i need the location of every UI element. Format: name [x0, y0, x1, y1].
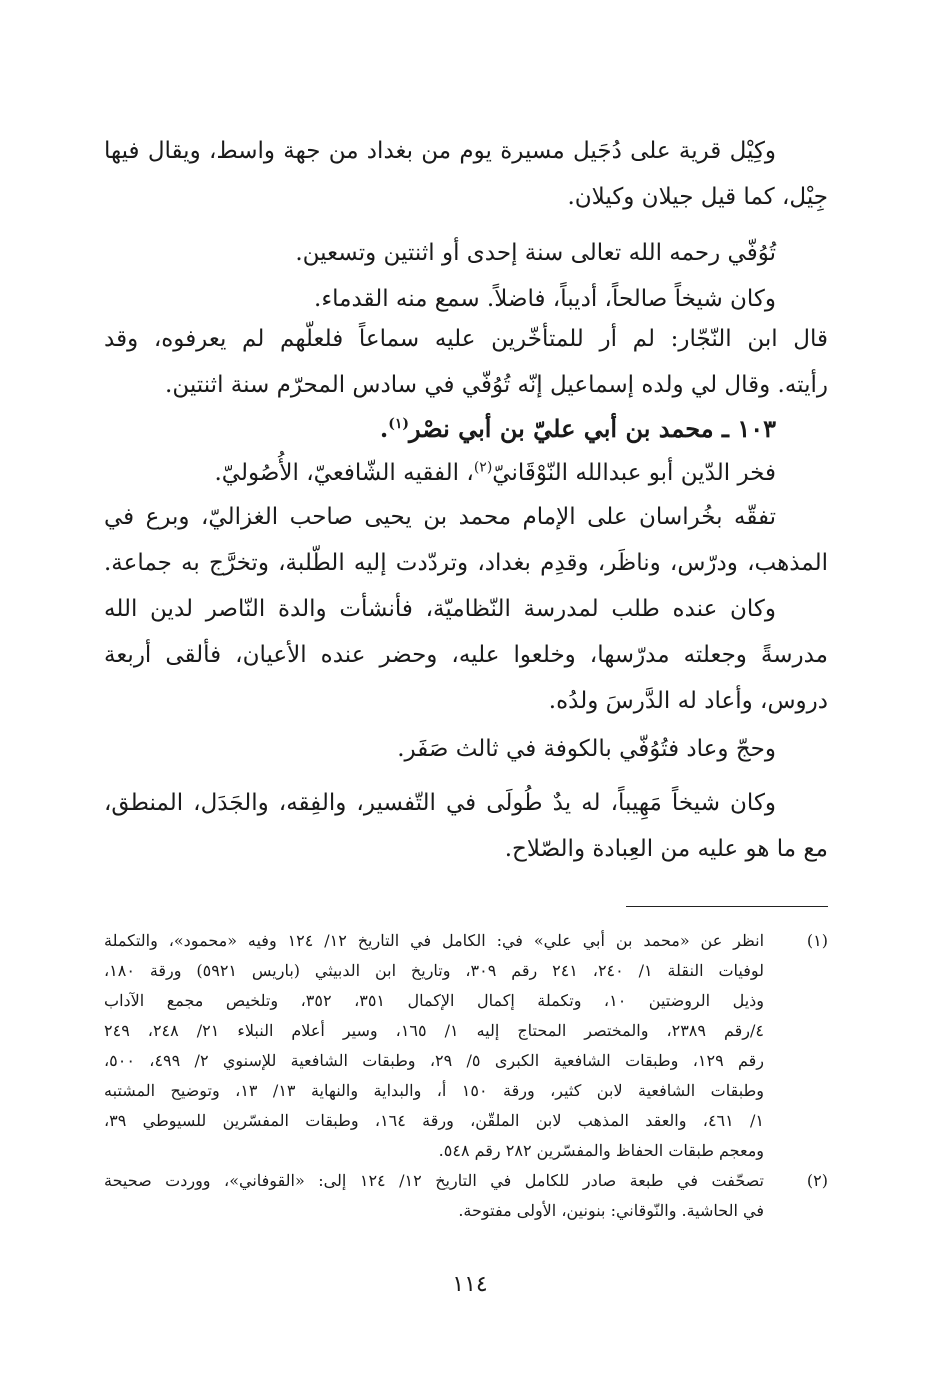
paragraph-death: [104, 230, 828, 322]
page-number: ١١٤: [452, 1272, 488, 1297]
paragraph-character: [104, 780, 828, 872]
entry-name-line: [104, 450, 828, 496]
text-line: وكان عنده طلب لمدرسة النّظاميّة، فأنشأت والدة النّاصر لدين الله: [104, 596, 776, 622]
footnote-separator: [626, 906, 828, 907]
paragraph-nizamiyya: [104, 586, 828, 724]
text-line: المذهب، ودرّس، وناظَر، وقدِم بغداد، وتردّدت إليه الطّلبة، وتخرَّج به جماعة.: [104, 550, 828, 576]
footnote-line: انظر عن «محمد بن أبي علي» في: الكامل في التاريخ ١٢/ ١٢٤ وفيه «محمود»، والتكملة: [104, 931, 764, 950]
entry-title: [104, 406, 828, 452]
footnote-line: ١/ ٤٦١، والعقد المذهب لابن الملقّن، ورقة ١٦٤، وطبقات المفسّرين للسيوطي ٣٩،: [104, 1111, 764, 1130]
footnote-line: في الحاشية. والنّوقاني: بنونين، الأولى مفتوحة.: [458, 1201, 764, 1220]
text-line: وكان شيخاً صالحاً، أديباً، فاضلاً. سمع منه القدماء.: [314, 286, 776, 312]
paragraph-study: [104, 494, 828, 586]
text-line: تفقّه بخُراسان على الإمام محمد بن يحيى صاحب الغزاليّ، وبرع في: [104, 504, 776, 530]
footnote-line: تصحّفت في طبعة صادر للكامل في التاريخ ١٢/ ١٢٤ إلى: «القوفاني»، ووردت صحيحة: [104, 1171, 764, 1190]
text-line: مدرسةً وجعلته مدرّسها، وخلعوا عليه، وحضر عنده الأعيان، فألقى أربعة: [104, 642, 828, 668]
footnote-line: وطبقات الشافعية لابن كثير، ورقة ١٥٠ أ، والبداية والنهاية ١٣/ ١٣، وتوضيح المشتبه: [104, 1081, 764, 1100]
footnote-line: ٤/رقم ٢٣٨٩، والمختصر المحتاج إليه ١/ ١٦٥، وسير أعلام النبلاء ٢١/ ٢٤٨، ٢٤٩: [104, 1021, 764, 1040]
text-line: دروس، وأعاد له الدَّرسَ ولدُه.: [548, 688, 828, 714]
text-line: وحجّ وعاد فتُوُفّي بالكوفة في ثالث صَفَر.: [397, 736, 776, 762]
text-line: تُوُفّي رحمه الله تعالى سنة إحدى أو اثنتين وتسعين.: [295, 240, 776, 266]
footnotes: [104, 926, 828, 1226]
entry-heading: [104, 406, 828, 452]
paragraph-intro: [104, 128, 828, 220]
footnote-number: (٢): [806, 1171, 828, 1190]
entry-name-b: ، الفقيه الشّافعيّ، الأُصُوليّ.: [214, 460, 474, 486]
entry-name-a: فخر الدّين أبو عبدالله النّوْقَانيّ: [492, 460, 776, 486]
footnote-line: وذيل الروضتين ١٠، وتكملة إكمال الإكمال ٣٥١، ٣٥٢، وتلخيص مجمع الآداب: [104, 991, 764, 1010]
footnote-line: ومعجم طبقات الحفاظ والمفسّرين ٢٨٢ رقم ٥٤٨.: [438, 1141, 764, 1160]
entry-title-end: .: [379, 414, 389, 443]
footnote-1: [104, 926, 828, 1166]
footnote-2: [104, 1166, 828, 1226]
text-line: وكِيْل قرية على دُجَيل مسيرة يوم من بغداد من جهة واسط، ويقال فيها: [104, 138, 776, 164]
footnote-number: (١): [806, 931, 828, 950]
footnote-line: رقم ١٢٩، وطبقات الشافعية الكبرى ٥/ ٢٩، وطبقات الشافعية للإسنوي ٢/ ٤٩٩، ٥٠٠،: [104, 1051, 764, 1070]
text-line: جِيْل، كما قيل جيلان وكيلان.: [567, 184, 828, 210]
paragraph-hajj: [104, 726, 828, 772]
footnote-ref-1: (١): [388, 416, 410, 432]
text-line: رأيته. وقال لي ولده إسماعيل إنّه تُوُفّي في سادس المحرّم سنة اثنتين.: [165, 372, 828, 398]
text-line: مع ما هو عليه من العِبادة والصّلاح.: [504, 836, 828, 862]
entry-title-text: ١٠٣ ـ محمد بن أبي عليّ بن أبي نصْر: [409, 414, 776, 443]
footnote-line: لوفيات النقلة ١/ ٢٤٠، ٢٤١ رقم ٣٠٩، وتاريخ ابن الدبيثي (باريس ٥٩٢١) ورقة ١٨٠،: [104, 961, 764, 980]
text-line: وكان شيخاً مَهِيباً، له يدٌ طُولَى في التّفسير، والفِقه، والجَدَل، المنطق،: [104, 790, 776, 816]
text-line: قال ابن النّجّار: لم أر للمتأخّرين عليه سماعاً فلعلّهم لم يعرفوه، وقد: [104, 326, 828, 352]
entry-name: [104, 450, 828, 496]
footnote-ref-2: (٢): [473, 459, 493, 476]
paragraph-najjar: [104, 316, 828, 408]
